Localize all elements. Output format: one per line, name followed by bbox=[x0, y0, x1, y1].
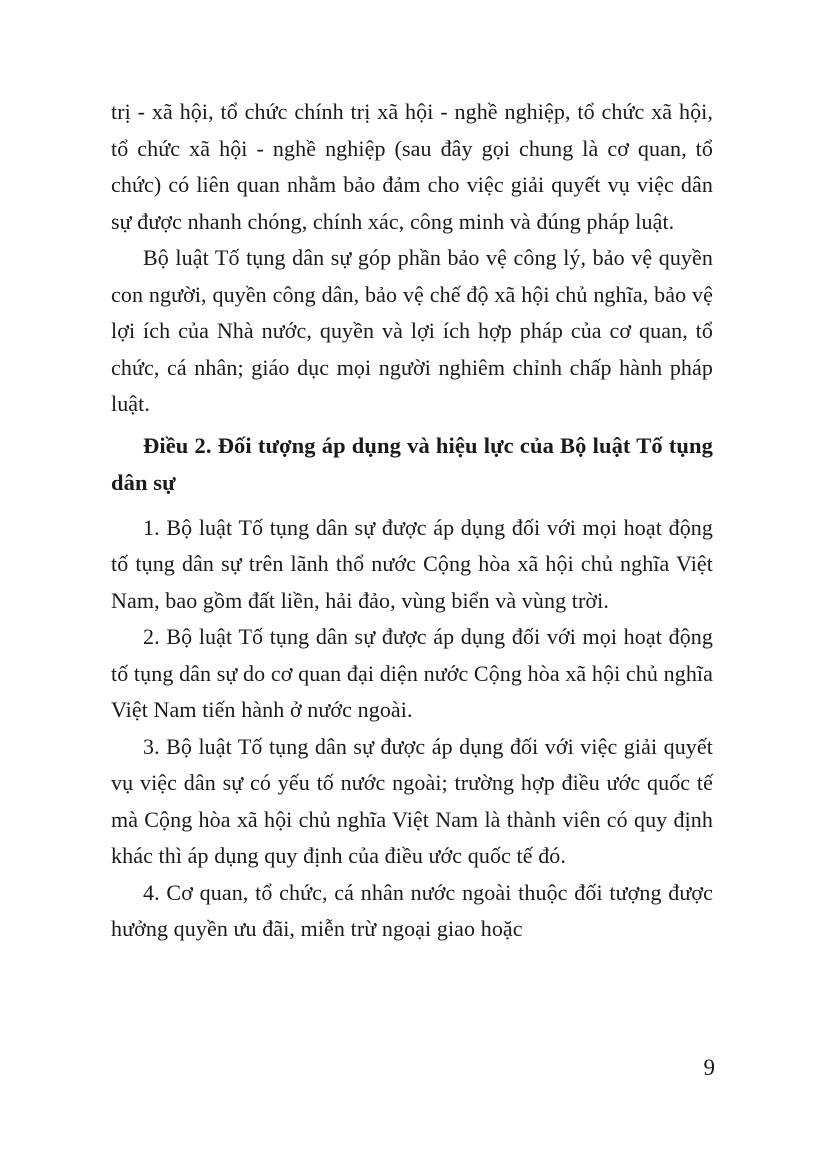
clause-4: 4. Cơ quan, tổ chức, cá nhân nước ngoài thuộc đối tượng được hưởng quyền ưu đãi, miễn trừ ngoại giao hoặc bbox=[111, 879, 713, 941]
article-2-heading: Điều 2. Đối tượng áp dụng và hiệu lực của Bộ luật Tố tụng dân sự bbox=[111, 432, 713, 495]
paragraph-continuation: trị - xã hội, tổ chức chính trị xã hội - nghề nghiệp, tổ chức xã hội, tổ chức xã hội - nghề nghiệp (sau đây gọi chung là cơ quan, tổ chức) có liên quan nhằm bảo đảm cho việc giải quyết vụ việc dân sự được nhanh chóng, chính xác, công minh và đúng pháp luật. bbox=[111, 99, 713, 234]
clause-3: 3. Bộ luật Tố tụng dân sự được áp dụng đối với việc giải quyết vụ việc dân sự có yếu tố nước ngoài; trường hợp điều ước quốc tế mà Cộng hòa xã hội chủ nghĩa Việt Nam là thành viên có quy định khác thì áp dụng quy định của điều ước quốc tế đó. bbox=[111, 733, 713, 868]
clause-1: 1. Bộ luật Tố tụng dân sự được áp dụng đối với mọi hoạt động tố tụng dân sự trên lãnh thổ nước Cộng hòa xã hội chủ nghĩa Việt Nam, bao gồm đất liền, hải đảo, vùng biển và vùng trời. bbox=[111, 514, 713, 613]
page-number: 9 bbox=[703, 1055, 715, 1080]
clause-2: 2. Bộ luật Tố tụng dân sự được áp dụng đối với mọi hoạt động tố tụng dân sự do cơ quan đại diện nước Cộng hòa xã hội chủ nghĩa Việt Nam tiến hành ở nước ngoài. bbox=[111, 624, 713, 722]
paragraph-purpose: Bộ luật Tố tụng dân sự góp phần bảo vệ công lý, bảo vệ quyền con người, quyền công dân, bảo vệ chế độ xã hội chủ nghĩa, bảo vệ lợi ích của Nhà nước, quyền và lợi ích hợp pháp của cơ quan, tổ chức, cá nhân; giáo dục mọi người nghiêm chỉnh chấp hành pháp luật. bbox=[111, 245, 713, 416]
page-text-block bbox=[111, 94, 713, 948]
